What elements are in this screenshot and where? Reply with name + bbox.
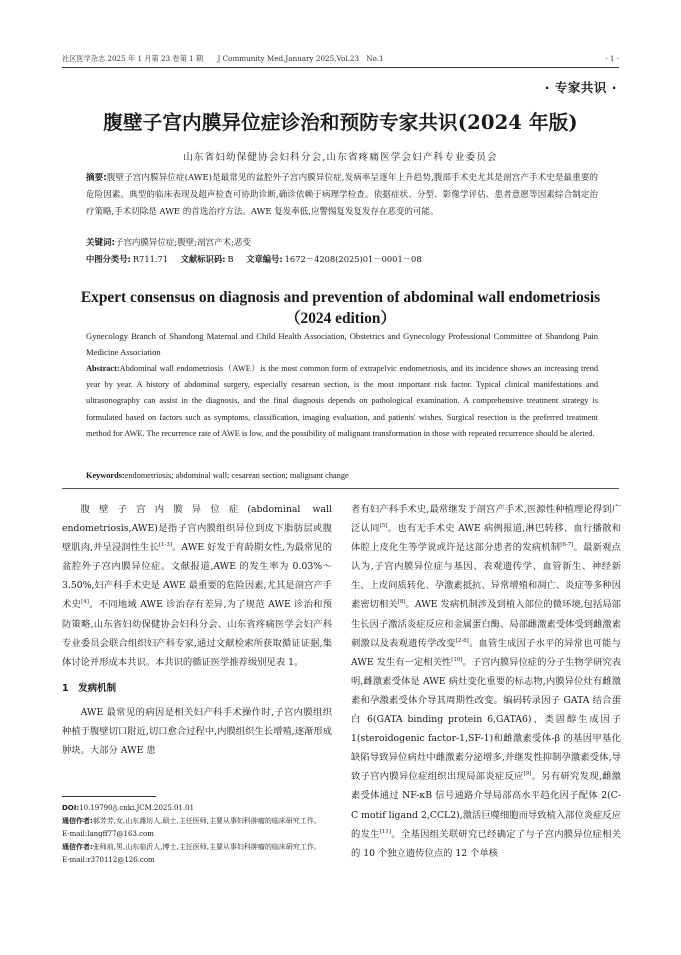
section-heading-pathogenesis: 1 发病机制	[62, 682, 117, 694]
pathogenesis-paragraph-continued: 者有妇产科手术史,最常继发于剖宫产手术,医源性种植理论得到广泛认同[5]。也有无手术史 AWE 病例报道,淋巴转移、血行播散和体腔上皮化生等学说或许是这部分患者的发病机制[6-7]。最新观点认为,子宫内膜异位症与基因、表观遗传学、血管新生、神经新生、上皮间质转化、孕激素抵抗、异常增殖和凋亡、炎症等多种因素密切相关[8]。AWE 发病机制涉及到植入部位的微环境,包括局部生长因子激活炎症反应和金属蛋白酶、局部雌激素受体受到雌激素刺激以及表观遗传学改变[2-8]。血管生成因子水平的异常也可能与 AWE 发生有一定相关性[10]。子宫内膜异位症的分子生物学研究表明,雌激素受体是 AWE 病灶变化重要的标志物,内膜异位灶有雌激素和孕激素受体介导其周期性改变。编码转录因子 GATA 结合蛋白 6(GATA binding protein 6,GATA6)、类固醇生成因子 1(steroidogenic factor-1,SF-1)和雌激素受体-β 的基因甲基化缺陷导致异位病灶中雌激素分泌增多,并继发性抑制孕激素受体,导致子宫内膜异位症组织出现局部炎症反应[9]。另有研究发现,雌激素受体通过 NF-κB 信号通路介导局部高水平趋化因子配体 2(C-C motif ligand 2,CCL2),激活巨噬细胞而导致植入部位炎症反应的发生[11]。全基因组关联研究已经确定了与子宫内膜异位症相关的 10 个独立遗传位点的 12 个单核	[351, 504, 621, 859]
page-number: · 1 ·	[605, 54, 619, 63]
authors-english: Gynecology Branch of Shandong Maternal and Child Health Association, Obstetrics and Gynecology Professional Committee of Shandong Pain Medicine Association	[86, 331, 598, 357]
article-number-label: 文章编号:	[246, 254, 283, 264]
authors-chinese: 山东省妇幼保健协会妇科分会,山东省疼痛医学会妇产科专业委员会	[183, 152, 498, 163]
doc-code-value: B	[227, 254, 234, 264]
citation: [1-3]	[158, 542, 172, 549]
footnote-rule	[62, 796, 156, 797]
body-column-left	[62, 500, 332, 760]
doi-line: DOI:10.19790/j.cnki.JCM.2025.01.01	[62, 804, 195, 812]
article-number-value: 1672－4208(2025)01－0001－08	[284, 254, 422, 264]
citation: [4]	[81, 599, 89, 606]
clc-value: R711.71	[132, 254, 169, 264]
abstract-chinese-label: 摘要:	[86, 173, 107, 183]
citation: [9]	[523, 771, 532, 778]
footnotes	[62, 802, 332, 867]
body-column-right	[351, 500, 621, 863]
keywords-english-label: Keywords:	[86, 471, 125, 480]
doc-code-label: 文献标识码:	[180, 254, 226, 264]
abstract-chinese-text: 腹壁子宫内膜异位症(AWE)是最常见的盆腔外子宫内膜异位症,发病率呈逐年上升趋势,腹部手术史尤其是剖宫产手术史是最重要的危险因素。典型的临床表现及超声检查可协助诊断,确诊依赖于病理学检查。依据症状、分型、影像学评估、患者意愿等因素综合制定治疗策略,手术切除是 AWE 的首选治疗方法。AWE 复发率低,应警惕复发复发存在恶变的可能。	[86, 173, 598, 217]
keywords-chinese	[86, 236, 598, 250]
running-head-journal: 社区医学杂志 2025 年 1 月第 23 卷第 1 期 J Community Med,January 2025,Vol.23 No.1	[62, 54, 384, 63]
abstract-chinese	[86, 170, 598, 221]
author-2-email: E-mail:r370112@126.com	[62, 856, 155, 864]
keywords-english	[86, 471, 598, 480]
corresponding-author-1: 通信作者:郝芳芳,女,山东潍坊人,硕士,主任医师,主要从事妇科肿瘤的临床研究工作。	[62, 817, 321, 825]
citation: [5]	[379, 523, 388, 529]
intro-paragraph: 腹壁子宫内膜异位症(abdominal wall endometriosis,AWE)是指子宫内膜组织异位到皮下脂肪层或腹壁肌肉,并呈浸润性生长[1-3]。AWE 好发于育龄期女性,为最常见的盆腔外子宫内膜异位症。文献报道,AWE 的发生率为 0.03%～3.50%,妇产科手术史是 AWE 最重要的危险因素,尤其是剖宫产手术史[4]。不同地域 AWE 诊治存有差异,为了规范 AWE 诊治和预防策略,山东省妇幼保健协会妇科分会、山东省疼痛医学会妇产科专业委员会联合组织妇产科专家,通过文献检索所获取循证证据,集体讨论并形成本共识。本共识的循证医学推荐级别见表 1。	[62, 504, 332, 668]
title-english: Expert consensus on diagnosis and prevention of abdominal wall endometriosis（2024 edition）	[80, 289, 601, 327]
abstract-english-text: Abdominal wall endometriosis（AWE）is the most common form of extrapelvic endometriosis, and its incidence shows an increasing trend year by year. A history of abdominal surgery, especially cesarean section, is the most important risk factor. Typical clinical manifestations and ultrasonography can assist in the diagnosis, and the final diagnosis depends on pathological examination. A comprehensive treatment strategy is formulated based on factors such as symptoms, classification, imaging evaluation, and patients' wishes. Surgical resection is the preferred treatment method for AWE. The recurrence rate of AWE is low, and the possibility of malignant transformation in those with repeated recurrence should be alerted.	[86, 364, 598, 438]
citation: [6-7]	[560, 542, 574, 549]
classification-line	[86, 252, 598, 266]
author-1-email: E-mail:langff77@163.com	[62, 830, 154, 838]
keywords-english-text: endometriosis; abdominal wall; cesarean section; malignant change	[124, 471, 349, 480]
corresponding-author-2: 通信作者:张师前,男,山东临沂人,博士,主任医师,主要从事妇科肿瘤的临床研究工作。	[62, 843, 321, 851]
section-tag: · 专家共识 ·	[544, 80, 617, 95]
abstract-divider	[62, 488, 619, 489]
keywords-chinese-text: 子宫内膜异位症;腹壁;剖宫产术;恶变	[114, 238, 251, 248]
citation: [2-8]	[455, 637, 469, 644]
citation: [8]	[397, 599, 406, 606]
running-head	[62, 54, 619, 64]
header-rule	[62, 67, 619, 68]
clc-label: 中图分类号:	[86, 254, 131, 264]
citation: [11]	[379, 828, 392, 835]
pathogenesis-paragraph-start: AWE 最常见的病因是相关妇产科手术操作时,子宫内膜组织种植于腹壁切口附近,切口愈合过程中,内膜组织生长增殖,逐渐形成肿块。大部分 AWE 患	[62, 706, 332, 757]
citation: [10]	[451, 656, 463, 663]
abstract-english	[86, 361, 598, 442]
abstract-english-label: Abstract:	[86, 364, 120, 373]
title-chinese: 腹壁子宫内膜异位症诊治和预防专家共识(2024 年版)	[103, 111, 578, 134]
keywords-chinese-label: 关键词:	[86, 238, 115, 248]
